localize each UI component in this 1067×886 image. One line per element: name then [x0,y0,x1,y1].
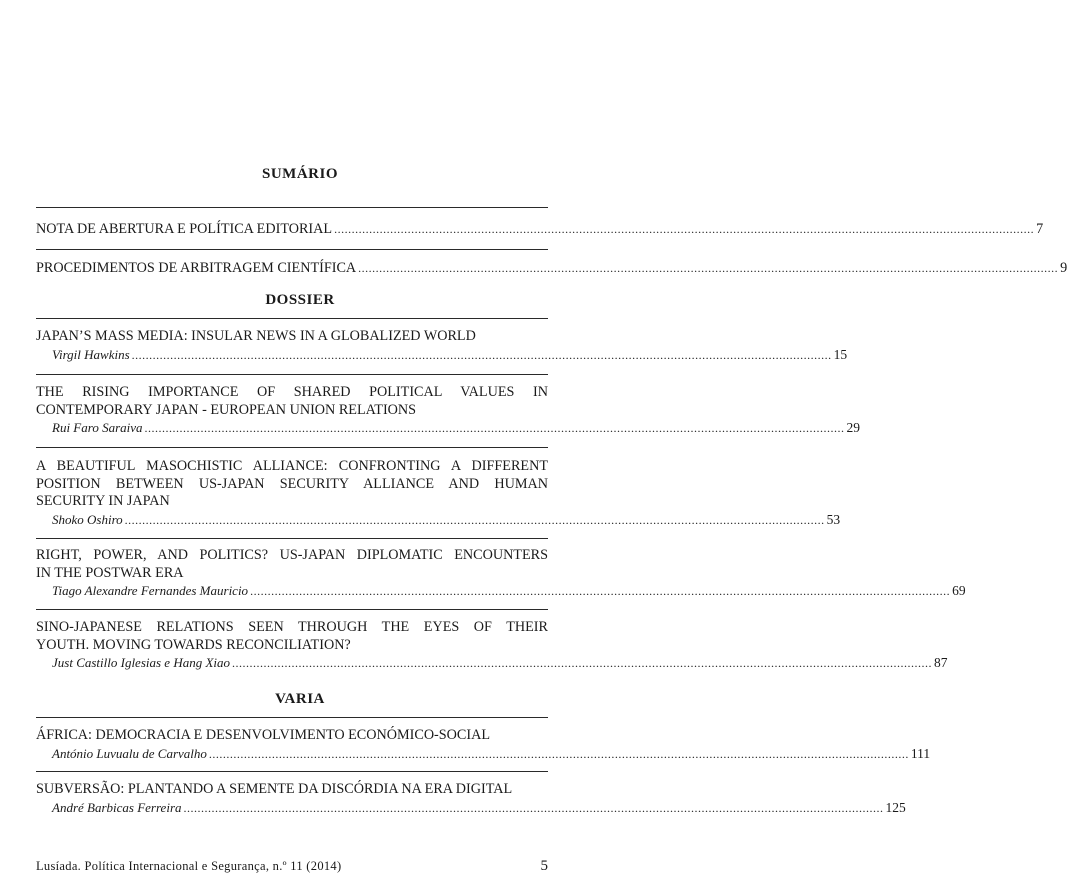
entry-title-line: SECURITY IN JAPAN [36,493,170,509]
entry-page: 111 [910,745,931,761]
dot-leader: ........................................................................................................................................................................................................ [358,261,1059,275]
divider [36,609,548,610]
entry-page: 69 [952,583,966,598]
toc-entry-dossier-1[interactable] [36,328,848,364]
entry-title-line: ÁFRICA: DEMOCRACIA E DESENVOLVIMENTO ECONÓMICO-SOCIAL [36,727,491,743]
entry-author: Virgil Hawkins [52,346,130,362]
toc-entry-dossier-5[interactable] [36,619,948,672]
entry-page: 7 [1036,221,1044,237]
divider [36,318,548,319]
dot-leader: ........................................................................................................................................................................................................ [144,421,845,435]
entry-title-line: RIGHT, POWER, AND POLITICS? US-JAPAN DIPLOMATIC ENCOUNTERS [36,547,548,563]
entry-title-line: POSITION BETWEEN US-JAPAN SECURITY ALLIANCE AND HUMAN [36,475,548,492]
dot-leader: ........................................................................................................................................................................................................ [250,584,951,598]
entry-title-line: SINO-JAPANESE RELATIONS SEEN THROUGH THE EYES OF THEIR [36,619,548,635]
entry-author: André Barbicas Ferreira [52,799,182,815]
author-line [36,582,966,600]
entry-author: Tiago Alexandre Fernandes Mauricio [52,583,249,598]
toc-line [36,260,1067,277]
author-line [36,745,931,763]
dot-leader: ........................................................................................................................................................................................................ [232,656,933,670]
entry-page: 87 [934,655,948,670]
author-line [36,654,948,672]
entry-title-line: A BEAUTIFUL MASOCHISTIC ALLIANCE: CONFRONTING A DIFFERENT [36,458,548,474]
dot-leader: ........................................................................................................................................................................................................ [124,512,825,527]
divider [36,249,548,250]
toc-line [36,221,1044,238]
dot-leader: ........................................................................................................................................................................................................ [183,800,884,815]
entry-author: António Luvualu de Carvalho [52,745,207,761]
entry-title: NOTA DE ABERTURA E POLÍTICA EDITORIAL [36,221,333,237]
entry-title-line: SUBVERSÃO: PLANTANDO A SEMENTE DA DISCÓRDIA NA ERA DIGITAL [36,781,513,797]
toc-entry-arbitragem[interactable] [36,260,1067,277]
author-line [36,346,848,364]
entry-title-line: THE RISING IMPORTANCE OF SHARED POLITICAL VALUES IN [36,384,548,400]
entry-title-line: YOUTH. MOVING TOWARDS RECONCILIATION? [36,636,351,653]
divider [36,374,548,375]
toc-entry-editorial[interactable] [36,221,1044,238]
entry-page: 29 [846,420,861,435]
entry-title-line: CONTEMPORARY JAPAN - EUROPEAN UNION RELATIONS [36,401,417,418]
divider [36,771,548,772]
divider [36,447,548,448]
section-heading-dossier: DOSSIER [265,292,335,308]
entry-page: 9 [1060,260,1067,276]
entry-page: 125 [885,799,906,815]
divider [36,538,548,539]
entry-author: Just Castillo Iglesias e Hang Xiao [52,655,231,670]
toc-entry-dossier-2[interactable] [36,384,861,437]
entry-page: 15 [833,346,848,362]
divider [36,207,548,208]
section-heading-varia: VARIA [275,691,325,707]
divider [36,717,548,718]
author-line [36,799,906,817]
page-title: SUMÁRIO [261,166,338,182]
journal-citation: Lusíada. Política Internacional e Segurança, n.º 11 (2014) [36,859,342,873]
author-line [36,419,861,437]
page-number: 5 [540,858,548,874]
toc-entry-varia-1[interactable] [36,727,931,763]
entry-title-line: IN THE POSTWAR ERA [36,564,184,581]
entry-title-line: JAPAN’S MASS MEDIA: INSULAR NEWS IN A GLOBALIZED WORLD [36,328,476,344]
toc-entry-dossier-4[interactable] [36,547,966,600]
entry-title: PROCEDIMENTOS DE ARBITRAGEM CIENTÍFICA [36,260,357,276]
entry-author: Shoko Oshiro [52,511,123,527]
dot-leader: ........................................................................................................................................................................................................ [131,347,832,362]
page-footer [36,858,548,875]
entry-page: 53 [826,511,841,527]
toc-entry-varia-2[interactable] [36,781,906,817]
toc-entry-dossier-3[interactable] [36,458,841,529]
author-line [36,511,841,529]
entry-author: Rui Faro Saraiva [52,420,143,435]
dot-leader: ........................................................................................................................................................................................................ [334,222,1035,236]
dot-leader: ........................................................................................................................................................................................................ [208,746,909,761]
